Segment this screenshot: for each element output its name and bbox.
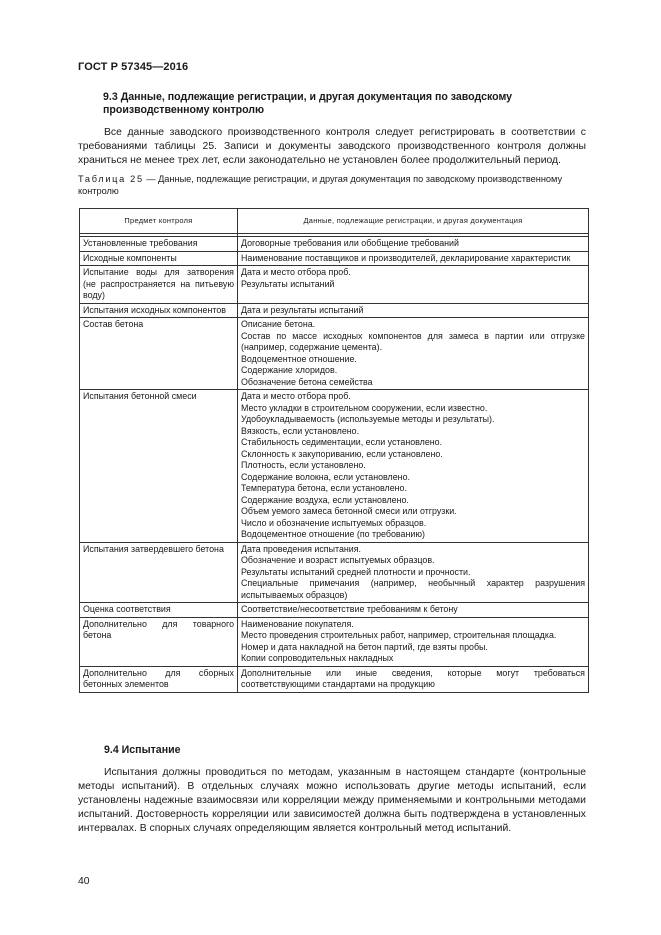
table-row xyxy=(80,542,589,603)
recorded-data-item: Дополнительные или иные сведения, которые могут требоваться соответствующими стандартами на продукцию xyxy=(241,667,585,689)
recorded-data-item: Договорные требования или обобщение требований xyxy=(241,238,459,248)
control-subject: Исходные компоненты xyxy=(80,251,238,266)
table-row xyxy=(80,318,589,390)
recorded-data-item: Наименование поставщиков и производителей, декларирование характеристик xyxy=(241,252,571,263)
recorded-data-cell xyxy=(238,318,589,390)
recorded-data-item: Вязкость, если установлено. xyxy=(241,425,360,436)
section-9-3-number: 9.3 xyxy=(103,91,118,103)
recorded-data-item: Содержание хлоридов. xyxy=(241,365,338,375)
recorded-data-item: Содержание воздуха, если установлено. xyxy=(241,494,409,505)
recorded-data-cell xyxy=(238,617,589,666)
recorded-data-cell xyxy=(238,666,589,692)
table-caption-lead: Таблица 25 xyxy=(78,174,144,184)
recorded-data-item: Описание бетона. xyxy=(241,319,316,329)
recorded-data-item: Водоцементное отношение (по требованию) xyxy=(241,529,425,539)
table-caption-text: — Данные, подлежащие регистрации, и другая документация по заводскому производственному контролю xyxy=(78,174,563,196)
table-header-row xyxy=(80,209,589,234)
recorded-data-cell xyxy=(238,237,589,252)
recorded-data-item: Специальные примечания (например, необычный характер разрушения испытываемых образцов) xyxy=(241,578,585,600)
recorded-data-item: Склонность к закупориванию, если установлено. xyxy=(241,448,443,459)
control-subject: Испытания затвердевшего бетона xyxy=(80,542,238,603)
table-row xyxy=(80,603,589,618)
control-data-table xyxy=(79,208,589,693)
table-row xyxy=(80,237,589,252)
table-row xyxy=(80,390,589,543)
recorded-data-item: Температура бетона, если установлено. xyxy=(241,483,407,493)
recorded-data-item: Дата проведения испытания. xyxy=(241,543,362,554)
section-9-4-heading: 9.4 Испытание xyxy=(104,744,181,756)
recorded-data-item: Дата и место отбора проб. xyxy=(241,391,351,401)
recorded-data-item: Плотность, если установлено. xyxy=(241,460,366,470)
control-subject: Испытание воды для затворения (не распространяется на питьевую воду) xyxy=(80,266,238,304)
control-subject: Испытания бетонной смеси xyxy=(80,390,238,543)
section-9-3-title-line1: Данные, подлежащие регистрации, и другая документация по заводскому xyxy=(120,91,513,103)
recorded-data-cell xyxy=(238,303,589,318)
recorded-data-item: Результаты испытаний xyxy=(241,278,335,289)
section-9-4-paragraph: Испытания должны проводиться по методам, указанным в настоящем стандарте (контрольные методы испытаний). В отдельных случаях можно использовать другие методы испытаний, если установлены надежные взаимосвязи или корреляции между применяемыми и контрольными методами испытаний. Достоверность корреляции или зависимостей должна быть подтверждена в установленных интервалах. В спорных случаях определяющим является контрольный метод испытаний. xyxy=(78,767,586,834)
control-subject: Испытания исходных компонентов xyxy=(80,303,238,318)
control-subject: Состав бетона xyxy=(80,318,238,390)
recorded-data-item: Дата и результаты испытаний xyxy=(241,304,364,315)
recorded-data-item: Место укладки в строительном сооружении, если известно. xyxy=(241,402,488,413)
column-header-subject: Предмет контроля xyxy=(80,209,238,234)
recorded-data-item: Результаты испытаний средней плотности и прочности. xyxy=(241,566,471,577)
table-caption xyxy=(78,173,588,197)
recorded-data-cell xyxy=(238,266,589,304)
recorded-data-item: Стабильность седиментации, если установлено. xyxy=(241,437,443,447)
recorded-data-item: Состав по массе исходных компонентов для замеса в партии или отгрузке (например, содержание цемента). xyxy=(241,330,585,352)
page-number: 40 xyxy=(78,876,90,887)
table-row xyxy=(80,303,589,318)
column-header-details: Данные, подлежащие регистрации, и другая документация xyxy=(238,209,589,234)
recorded-data-item: Обозначение бетона семейства xyxy=(241,376,373,387)
recorded-data-item: Номер и дата накладной на бетон партий, где взяты пробы. xyxy=(241,641,488,652)
section-9-3-title-line2: производственному контролю xyxy=(103,104,265,116)
recorded-data-item: Объем уемого замеса бетонной смеси или отгрузки. xyxy=(241,506,457,516)
control-subject: Дополнительно для товарного бетона xyxy=(80,617,238,666)
table-row xyxy=(80,666,589,692)
recorded-data-item: Место проведения строительных работ, например, строительная площадка. xyxy=(241,630,557,640)
recorded-data-cell xyxy=(238,603,589,618)
recorded-data-cell xyxy=(238,251,589,266)
control-subject: Оценка соответствия xyxy=(80,603,238,618)
table-row xyxy=(80,251,589,266)
recorded-data-item: Содержание волокна, если установлено. xyxy=(241,471,410,482)
recorded-data-item: Дата и место отбора проб. xyxy=(241,267,351,277)
recorded-data-item: Копии сопроводительных накладных xyxy=(241,653,394,663)
recorded-data-item: Число и обозначение испытуемых образцов. xyxy=(241,517,427,528)
recorded-data-item: Соответствие/несоответствие требованиям к бетону xyxy=(241,604,458,614)
control-subject: Дополнительно для сборных бетонных элементов xyxy=(80,666,238,692)
section-9-3-heading xyxy=(78,91,586,117)
recorded-data-item: Наименование покупателя. xyxy=(241,618,354,629)
table-row xyxy=(80,266,589,304)
standard-code: ГОСТ Р 57345—2016 xyxy=(78,61,189,73)
table-row xyxy=(80,617,589,666)
control-subject: Установленные требования xyxy=(80,237,238,252)
recorded-data-cell xyxy=(238,542,589,603)
section-9-3-paragraph: Все данные заводского производственного контроля следует регистрировать в соответствии с требованиями таблицы 25. Записи и документы заводского производственного контроля должны храниться не менее трех лет, если законодательно не установлен более продолжительный период. xyxy=(78,127,586,166)
recorded-data-item: Водоцементное отношение. xyxy=(241,353,357,364)
recorded-data-item: Обозначение и возраст испытуемых образцов. xyxy=(241,555,435,565)
recorded-data-cell xyxy=(238,390,589,543)
recorded-data-item: Удобоукладываемость (используемые методы и результаты). xyxy=(241,414,495,424)
table-body xyxy=(80,237,589,693)
